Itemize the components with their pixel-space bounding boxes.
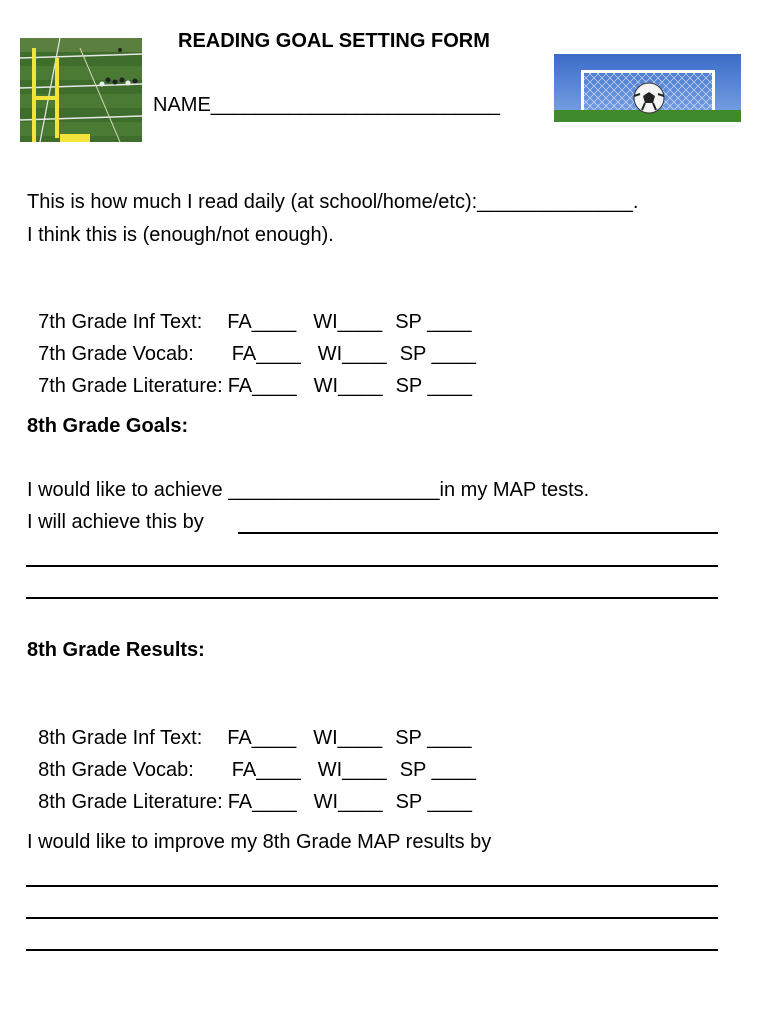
sp-field[interactable]: SP ____: [395, 727, 472, 749]
achieve-line[interactable]: I would like to achieve ___________________in my MAP tests.: [27, 479, 590, 501]
achieve-by-line[interactable]: [238, 532, 718, 534]
score-row[interactable]: [27, 350, 472, 398]
sp-field[interactable]: SP ____: [395, 375, 472, 397]
score-label: 7th Grade Literature:: [38, 375, 223, 397]
score-label: 7th Grade Vocab:: [38, 343, 194, 365]
score-label: 8th Grade Literature:: [38, 791, 223, 813]
wi-field[interactable]: WI____: [313, 727, 383, 749]
answer-line[interactable]: [26, 885, 718, 887]
answer-line[interactable]: [26, 917, 718, 919]
improve-label: I would like to improve my 8th Grade MAP results by: [27, 831, 492, 853]
achieve-by-label: I will achieve this by: [27, 511, 204, 533]
fa-field[interactable]: FA____: [227, 727, 297, 749]
football-field-image: [20, 38, 142, 142]
sp-field[interactable]: SP ____: [395, 791, 472, 813]
fa-field[interactable]: FA____: [231, 343, 301, 365]
sp-field[interactable]: SP ____: [395, 311, 472, 333]
form-title: READING GOAL SETTING FORM: [178, 30, 490, 52]
wi-field[interactable]: WI____: [313, 311, 383, 333]
daily-reading-line[interactable]: This is how much I read daily (at school/home/etc):______________.: [27, 191, 639, 213]
score-row[interactable]: [27, 766, 472, 814]
wi-field[interactable]: WI____: [313, 791, 383, 813]
score-label: 7th Grade Inf Text:: [38, 311, 203, 333]
goals-heading: 8th Grade Goals:: [27, 415, 189, 437]
soccer-goal-image: [554, 54, 741, 122]
wi-field[interactable]: WI____: [313, 375, 383, 397]
wi-field[interactable]: WI____: [317, 759, 387, 781]
score-label: 8th Grade Inf Text:: [38, 727, 203, 749]
fa-field[interactable]: FA____: [227, 311, 297, 333]
fa-field[interactable]: FA____: [227, 375, 297, 397]
fa-field[interactable]: FA____: [231, 759, 301, 781]
enough-line: I think this is (enough/not enough).: [27, 224, 334, 246]
answer-line[interactable]: [26, 597, 718, 599]
answer-line[interactable]: [26, 565, 718, 567]
results-heading: 8th Grade Results:: [27, 639, 205, 661]
sp-field[interactable]: SP ____: [399, 343, 477, 365]
answer-line[interactable]: [26, 949, 718, 951]
wi-field[interactable]: WI____: [317, 343, 387, 365]
sp-field[interactable]: SP ____: [399, 759, 477, 781]
name-field[interactable]: NAME__________________________: [153, 94, 500, 116]
fa-field[interactable]: FA____: [227, 791, 297, 813]
score-label: 8th Grade Vocab:: [38, 759, 194, 781]
